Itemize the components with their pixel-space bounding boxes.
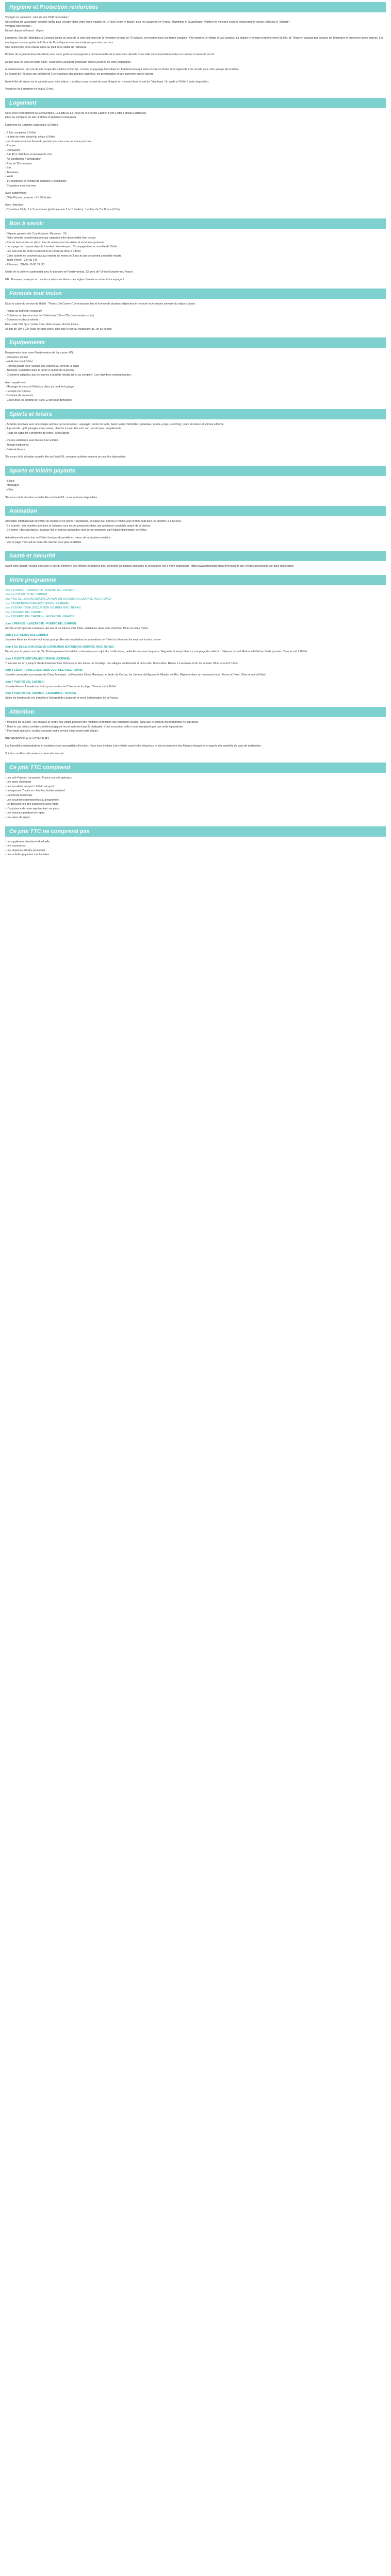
- text-line: Logement en Chambre Supérieure (à l'hôtel) :: [5, 123, 60, 127]
- program-item[interactable]: Jour 6 CÉSAR TOTAL (EXCURSION JOURNÉE AVEC REPAS): [5, 606, 81, 610]
- text-line: Avec supplément :: [5, 381, 27, 384]
- text-line: Hôtel avec hébergement à Fuerteventura, La Lajita ou La Playa de Puerto del Carmen 5 km (Hôtel 4 étoiles Lanzarote).: [5, 111, 147, 115]
- day-title: Jour 8 PUERTO DEL CARMEN - LANZAROTE - FRANCE: [5, 692, 76, 696]
- section-title: Formule tout inclus: [5, 289, 386, 299]
- text-line: Traversée en ferry jusqu'à l'île de Fuerteventura. Découverte des dunes de Corralejo, des villages traditionnels et de la côte. Temps libre. Retour à Lanzarote en fin de journée. Dîner et nuit à l'hôtel.: [5, 662, 238, 665]
- text-line: Eau / café / thé / jus / sodas / vin / bière locale / alcools locaux: [5, 323, 79, 326]
- text-line: Lanzarote, îlots de l'atlantique à Canaries idéale au large de la côte sud-ouest de la formation de plus de 70 volcans, est réputée pour ses terres chaudes ! Vos marrées, le village et vos contacts. La plupart le formait en même élevé de l'île, de Tinajo en passant par la faune de Timanfaya et en revers toutes marées. Les montagnes vous en guide de la flore de Timanfaya et avec ses exotiques pour les parcours.: [5, 37, 384, 44]
- paragraph: [5, 564, 386, 569]
- paragraph: [5, 302, 386, 307]
- text-line: - Réception 24h/24: [5, 355, 28, 359]
- text-line: - Vélos: [5, 488, 14, 492]
- list-item: - Les transferts aéroport / hôtel / aéroport: [5, 785, 54, 788]
- text-line: Guide de la visite en partenariat avec le tourisme de Fuerteventura, 12 pays de l'Union Européenne, France.: [5, 270, 134, 274]
- paragraph: [5, 422, 386, 436]
- text-line: Avant votre départ, veuillez consulter le site du ministère des Affaires étrangères pour connaître les risques sanitaires et sécuritaires liés à votre destination : https://www.diplomatie.gouv.fr/fr/conseils-aux-voyageurs/conseils-par-pays-destination/: [5, 565, 294, 568]
- list-item: - La formule tout inclus: [5, 793, 32, 797]
- paragraph: [5, 536, 386, 545]
- text-line: Dans le cadre du service de l'hôtel : "Puerto Del Carmen", le restaurant bar et formule de plusieurs déjeuners en formule tout-compris suivante du séjour suivant :: [5, 302, 197, 306]
- text-line: *En cours de la situation actuelle liée au Covid-19, certaines activités peuvent ne pas être disponibles.: [5, 455, 126, 459]
- paragraph: [5, 519, 386, 533]
- paragraph: [5, 737, 386, 741]
- text-line: - Bar: [5, 166, 11, 170]
- text-line: Profitez de la grande diversité offerte avec notre guide accompagnateur de l'assemblée de la diversité culturelle d'une telle recommandation et des excursions à travers le circuit.: [5, 53, 215, 57]
- text-line: - Terrasses: [5, 171, 19, 174]
- text-line: - Billard: [5, 479, 14, 483]
- section-title: Ce prix TTC comprend: [5, 762, 386, 773]
- paragraph: [5, 87, 386, 92]
- list-item: - Le supplément chambre individuelle: [5, 840, 50, 843]
- text-line: - Cours pour les enfants de 4 ans 12 ans (sur demande): [5, 399, 72, 402]
- paragraph: [5, 496, 386, 500]
- list-item: - Les taxes d'aéroport: [5, 781, 31, 784]
- text-line: - Bar 45 à chambres et terrasse du mur: [5, 153, 52, 157]
- text-line: Avec réduction :: [5, 204, 25, 207]
- list-item: - Le logement 7 nuits en chambre double standard: [5, 789, 65, 793]
- day-title: Jour 1 FRANCE - LANZAROTE - PUERTO DEL CARMEN: [5, 622, 76, 625]
- text-line: - En soirée : des spectacles, musique live et soirées dansantes vous seront proposés par l'équipe d'animation de l'hôtel.: [5, 529, 148, 532]
- text-line: - Départs garantis dès 2 participants. Maximum : 50.: [5, 232, 68, 235]
- text-line: - Plus de 10 chambres: [5, 162, 32, 165]
- list-item: - L'assistance de notre représentant sur place: [5, 807, 60, 810]
- paragraph: [5, 381, 386, 403]
- list-item: - Les vols France / Lanzarote / France sur vols spéciaux: [5, 776, 72, 779]
- text-line: - Plage de sable fin à proximité de l'hôtel, accès direct.: [5, 431, 70, 435]
- list-item: - Les assurances: [5, 844, 26, 848]
- section-title: Logement: [5, 98, 386, 108]
- text-line: Hôtel au complexe du site, 4 étoiles et plusieurs restaurants.: [5, 116, 77, 120]
- text-line: - Boutique de souvenirs: [5, 394, 34, 398]
- text-line: - les horaires et à une heure du premier jour avec une personne pour les: [5, 140, 91, 143]
- text-line: - Air conditionné / climatisation: [5, 158, 42, 161]
- paragraph: [5, 111, 386, 120]
- list-item: - Les dépenses d'ordre personnel: [5, 849, 45, 852]
- text-line: Départ tous les jours de notre hôtel : excursions Lanzarote proposant toute la journée en votre compagnie.: [5, 60, 132, 64]
- section-title: Animation: [5, 506, 386, 516]
- text-line: Selon les horaires de vol, transfert à l'aéroport de Lanzarote et envol à destination de la France.: [5, 697, 119, 700]
- paragraph: [5, 752, 386, 756]
- text-line: Voyagez non vacciné :: [5, 25, 32, 28]
- text-line: Vacances de Lanzarote en total à 10 km.: [5, 88, 54, 91]
- paragraph: [5, 53, 386, 57]
- text-line: Un certificat de vaccination complet (défini pour voyager dans votre lieu le valable de 14 jours avant le départ) pour les vacances en France, Martinique et Guadeloupe. Vérifiez les mesures avant le départ pour le vaccin (sélectez le "Départ").: [5, 20, 290, 24]
- text-line: - Boissons locales à volonté :: [5, 318, 40, 322]
- section-title: Ce prix TTC ne comprend pas: [5, 826, 386, 837]
- paragraph: [5, 15, 386, 33]
- text-line: - Wi-Fi: [5, 175, 13, 179]
- page: [0, 0, 391, 857]
- text-line: Arrivée à l'aéroport de Lanzarote. Accueil et transfert à votre hôtel. Installation dans votre chambre. Dîner et nuit à l'hôtel.: [5, 626, 149, 630]
- list-item: - Les boissons pendant les repas: [5, 811, 45, 815]
- section-title: Sports et loisirs: [5, 409, 386, 419]
- paragraph: [5, 744, 386, 749]
- text-line: * Dans le cas où les conditions météorologiques ne permettraient pas la réalisation d'une excursion, celle-ci sera remplacée par une visite équivalente.: [5, 725, 184, 728]
- list-item: - Les excursions mentionnées au programme: [5, 798, 59, 802]
- text-line: Les formalités administratives et sanitaires sont susceptibles d'évoluer. Nous vous invitons à les vérifier avant votre départ sur le site du ministère des Affaires étrangères et auprès des autorités du pays de destination.: [5, 744, 262, 748]
- text-line: Départ depuis la France : cliquer: [5, 29, 44, 32]
- paragraph: [5, 270, 386, 275]
- day-text: [5, 626, 386, 631]
- text-line: - À proximité : golf, plongée sous-marine, planche à voile, kite surf, surf, jet-ski (avec supplément).: [5, 427, 122, 431]
- price-list: [5, 840, 386, 857]
- text-line: - Transats / serviettes dans le jardin et autour de la piscine: [5, 369, 75, 372]
- day-title: Jour 2 à 3 PUERTO DEL CARMEN: [5, 634, 48, 637]
- text-line: Équipements dans votre Fuerteventura de Lanzarote (4*) :: [5, 351, 75, 355]
- text-line: Journées libres en formule tout inclus pour profiter des installations et animations de l'hôtel ou découvrir les environs à votre rythme.: [5, 638, 162, 642]
- paragraph: [5, 191, 386, 200]
- paragraph: [5, 278, 386, 282]
- program-item[interactable]: Jour 2 à 3 PUERTO DEL CARMEN: [5, 593, 47, 597]
- text-line: Une découverte de la culture alliée au pied de la Vallée de l'artisanat.: [5, 45, 87, 49]
- list-item: - Les taxes de séjour: [5, 816, 30, 819]
- text-line: Départ pour la pointe nord de l'île. Embarquement à bord d'un catamaran pour rejoindre La Graciosa, petite île aux eaux turquoise. Baignade et temps libre sur une plage de sable fin. Déjeuner à bord. Retour à l'hôtel en fin de journée. Dîner et nuit à l'hôtel.: [5, 650, 308, 654]
- text-line: - Parking gratuit pour l'accueil des voitures au bord de la plage: [5, 364, 79, 368]
- day-title: Jour 5 FUERTEVENTURA (EXCURSION JOURNÉE): [5, 657, 70, 660]
- text-line: - Activités sportives avec une équipe animée par la réception : aquagym, tennis de table, beach-volley, fléchettes, pétanque, zumba, yoga, stretching, cours de danse et soirées à thème.: [5, 422, 224, 426]
- day-text: [5, 650, 386, 654]
- day-text: [5, 638, 386, 642]
- text-line: Au bar de 10h à 23h (sauf certains soirs), ainsi que le soir au restaurant, du 1er au 6e jour.: [5, 327, 112, 331]
- text-line: - Réservez : 22h30 - 2h30 / 3h30.: [5, 263, 45, 266]
- text-line: - Repas au buffet du restaurant: [5, 310, 42, 313]
- program-item[interactable]: Jour 1 FRANCE - LANZAROTE - PUERTO DEL CARMEN: [5, 588, 75, 592]
- text-line: - Restaurant: [5, 148, 20, 152]
- paragraph: [5, 479, 386, 493]
- text-line: - Les vols sont du lundi et samedi et de l'ordre de 9h30 à 18h30.: [5, 249, 82, 253]
- text-line: - Offre Piscine couverte - 8 à 50 étoiles.: [5, 196, 53, 199]
- section-title: Bon à savoir: [5, 218, 386, 229]
- paragraph: [5, 232, 386, 267]
- text-line: - la date de votre départ du séjour à l'hôtel: [5, 135, 56, 139]
- program-item[interactable]: Jour 5 FUERTEVENTURA (EXCURSION JOURNÉE): [5, 602, 69, 605]
- program-item[interactable]: Jour 4 ÎLE DE LA GRACIOSA EN CATAMARAN (EXCURSION JOURNÉE AVEC REPAS): [5, 597, 111, 601]
- text-line: - Salle de fitness: [5, 448, 25, 451]
- text-line: - Le voyage ne comprend pas le transfert hôtel-aéroport. Ce voyage étant accessible de l'hôtel.: [5, 245, 118, 249]
- paragraph: [5, 455, 386, 460]
- text-line: NB : Nouveau passeport en cas de ce séjour en dehors des règles d'entrée sur le territoire espagnol.: [5, 278, 125, 281]
- day-text: [5, 662, 386, 666]
- text-line: - Wi-Fi dans tout l'hôtel: [5, 360, 32, 364]
- paragraph: [5, 438, 386, 452]
- text-line: - 2 fois complètes à l'hôtel: [5, 131, 36, 134]
- text-line: - Voir la page d'accueil de notre site internet pour plus de détails.: [5, 540, 82, 544]
- day-text: [5, 673, 386, 677]
- text-line: Avec supplément :: [5, 192, 27, 195]
- day-text: [5, 685, 386, 689]
- text-line: - Massage du corps à l'hôtel sur place au bord de la plage: [5, 385, 74, 389]
- section-title: Hygiène et Protection renforcées: [5, 2, 386, 12]
- section-title: Attention: [5, 707, 386, 717]
- text-line: *En cours de la situation actuelle liée au Covid-19, ce ne sont pas disponibles.: [5, 496, 98, 499]
- section-title: Santé et Sécurité: [5, 551, 386, 561]
- paragraph: [5, 203, 386, 212]
- text-line: - Cette activité ne convient pas aux enfants de moins de 3 ans et aux personnes à mobilité réduite.: [5, 254, 122, 258]
- day-title: Jour 4 ÎLE DE LA GRACIOSA EN CATAMARAN (EXCURSION JOURNÉE AVEC REPAS): [5, 646, 114, 649]
- text-line: Voyagez en vacances : plus de tour PCR nécessaire !: [5, 16, 69, 19]
- program-item[interactable]: Jour 7 PUERTO DEL CARMEN: [5, 611, 43, 614]
- text-line: - Location de voitures: [5, 389, 31, 393]
- text-line: - Tarifs d'hiver : 23h au 14h.: [5, 259, 38, 262]
- paragraph: [5, 720, 386, 734]
- section-title: Votre programme: [5, 575, 386, 585]
- day-title: Jour 7 PUERTO DEL CARMEN: [5, 680, 44, 684]
- text-line: - Piscine extérieure avec bassin pour enfants: [5, 439, 59, 443]
- text-line: À Fuerteventura, sur une île à la coupe des vaches et d'un lac, comme un paysage touristique en Fuerteventura qui reste encore en forme de la région de trois circuits pour votre groupe de la nation.: [5, 68, 240, 72]
- day-title: Jour 6 CÉSAR TOTAL (EXCURSION JOURNÉE AVEC REPAS): [5, 669, 83, 672]
- text-line: Journée consacrée aux œuvres de César Manrique : la Fondation César Manrique, le Jardin de Cactus, les Jameos del Agua et le Mirador del Río. Déjeuner dans un restaurant local. Retour à l'hôtel. Dîner et nuit à l'hôtel.: [5, 673, 267, 677]
- list-item: - Les activités payantes mentionnées: [5, 853, 50, 857]
- text-line: - TV, téléphone et minibar de chambre 2 couchettes: [5, 180, 67, 183]
- paragraph: [5, 309, 386, 331]
- text-line: - Piscine: [5, 144, 15, 148]
- price-list: [5, 776, 386, 820]
- paragraph: [5, 80, 386, 84]
- paragraph: [5, 351, 386, 378]
- text-line: - Pas de taxe locale sur place. Pas de remise pour les visites et excursions prévues.: [5, 241, 105, 244]
- text-line: - Chambres avec vue mer: [5, 184, 36, 188]
- paragraph: [5, 131, 386, 189]
- paragraph: [5, 67, 386, 76]
- paragraph: [5, 60, 386, 65]
- day-text: [5, 696, 386, 701]
- text-line: * Mesures de sécurité : les horaires et l'ordre des visites peuvent être modifiés en fonction des conditions locales, sans que le contenu du programme ne soit altéré.: [5, 721, 199, 724]
- paragraph: [5, 36, 386, 49]
- text-line: Journée libre en formule tout inclus pour profiter de l'hôtel et de la plage. Dîner et nuit à l'hôtel.: [5, 685, 117, 688]
- text-line: - Chambres Triple, 1 à 3 personnes (petit-déjeuner 5 à 10 étoiles) - 1 enfant de 2 à 12 ans (2 lits).: [5, 208, 121, 211]
- text-line: - Terrain multisports: [5, 444, 29, 447]
- text-line: * Pour toute question, veuillez contacter notre service client avant votre départ.: [5, 730, 99, 733]
- text-line: - Chambres adaptées aux personnes à mobilité réduite (si vu au complet) - Les chambres communicantes.: [5, 374, 132, 377]
- program-list: [5, 588, 386, 619]
- section-title: Equipements: [5, 337, 386, 348]
- text-line: - Massages: [5, 484, 19, 487]
- paragraph: [5, 123, 386, 128]
- text-line: La beauté de l'île avec son collectif de Fuerteventura, des plantes naturelles, les promenades et une traversée vers le désert.: [5, 72, 154, 76]
- text-line: Voir les conditions de vente sur notre site internet.: [5, 752, 64, 755]
- text-line: Actuellement le mini-club de l'hôtel n'est pas disponible en raison de la situation sanitaire.: [5, 536, 111, 539]
- section-title: Sports et loisirs payants: [5, 466, 386, 476]
- text-line: INFORMATIONS AUX VOYAGEURS :: [5, 737, 51, 740]
- list-item: - Le déjeuner lors des excursions avec repas: [5, 803, 59, 806]
- text-line: - Notre période de petit-déjeuner par rapport à votre disponibilité d'un départ.: [5, 236, 96, 240]
- text-line: - Collations au bar et au bar de l'hôtel entre 10h et 23h (sauf certains soirs): [5, 314, 94, 317]
- text-line: - En journée : des activités sportives et ludiques vous seront proposées dans une ambiance conviviale autour de la piscine.: [5, 524, 151, 528]
- text-line: Animation internationale de l'hôtel en journée et en soirée : spectacles, musique live, soirées à thème, jeux et mini-club pour les enfants (4 à 12 ans).: [5, 520, 182, 523]
- program-item[interactable]: Jour 8 PUERTO DEL CARMEN - LANZAROTE - FRANCE: [5, 615, 75, 619]
- text-line: Notre hôtel de séjour est la garantie pour votre séjour : un séjour vous permet de vous éloigner un moment dans le sud de l'atlantique. Un guide et l'hôtel à votre disposition.: [5, 80, 209, 83]
